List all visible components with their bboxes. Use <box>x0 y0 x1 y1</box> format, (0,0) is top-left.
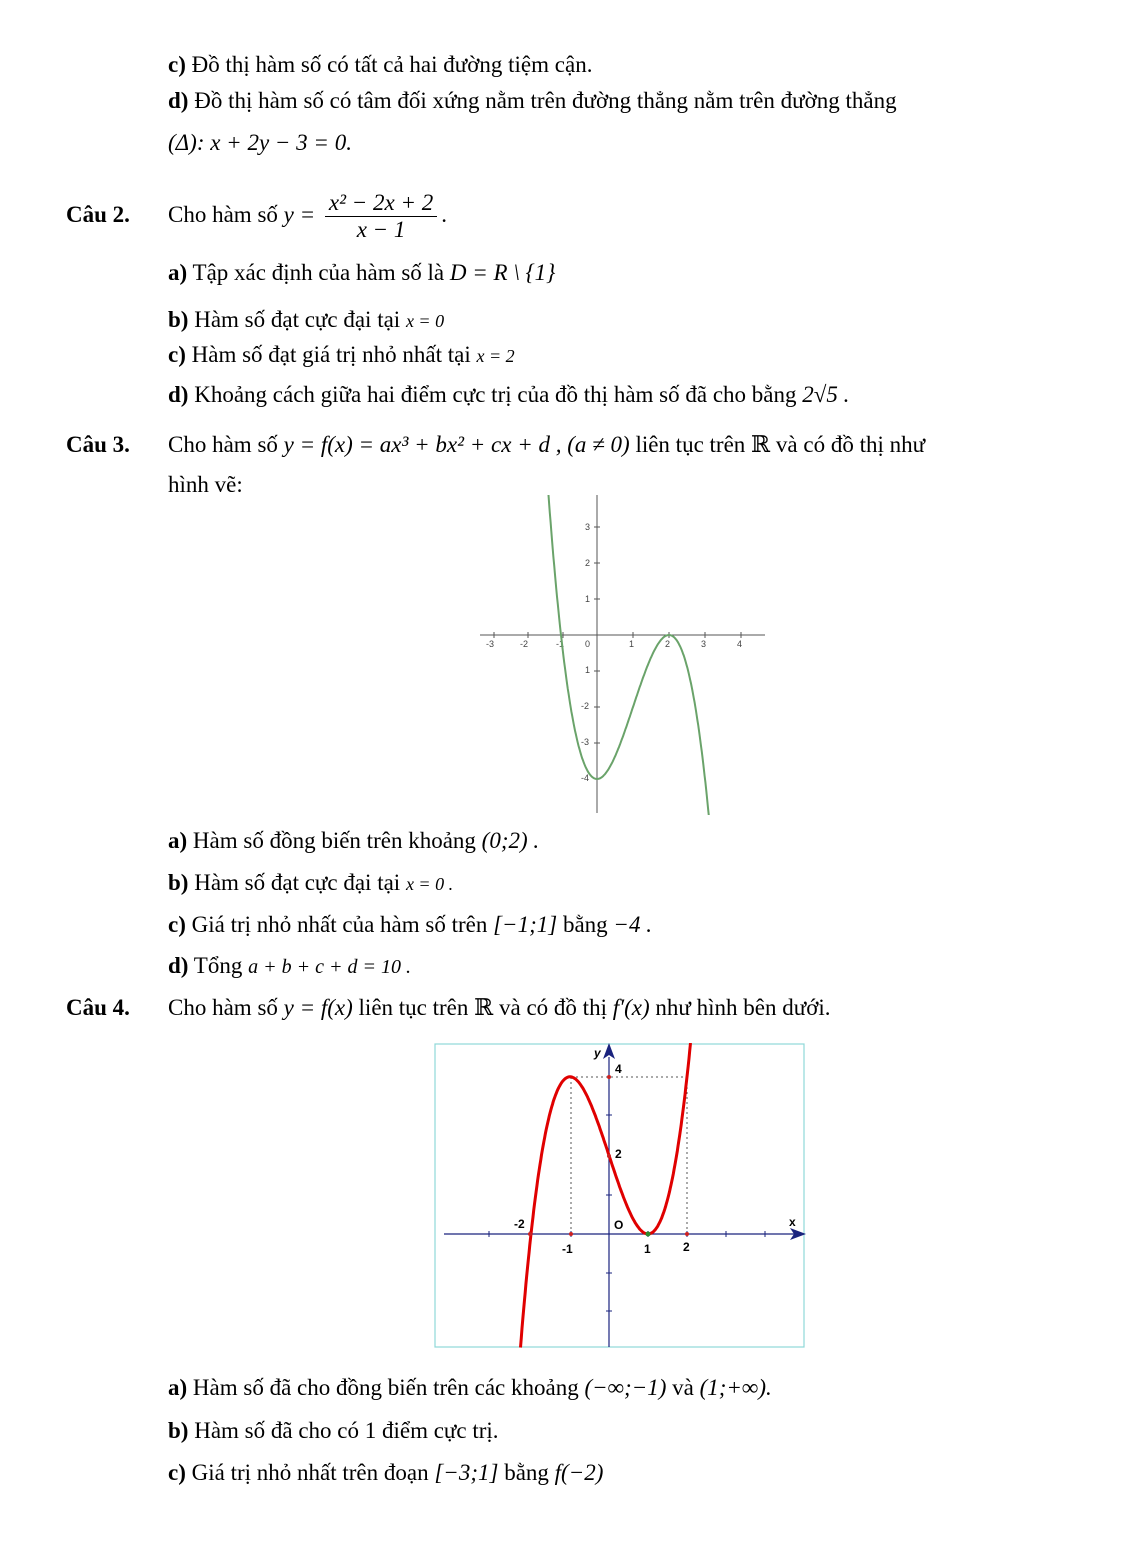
q3-x-tick: -2 <box>520 639 529 649</box>
item-text: Tổng <box>193 953 243 978</box>
item-label: c) <box>168 1460 186 1485</box>
q1-item-d <box>168 86 897 116</box>
q2-fraction <box>325 190 437 243</box>
q3-item-b <box>168 868 453 899</box>
item-label: d) <box>168 382 189 407</box>
q2-label: Câu 2. <box>66 202 130 227</box>
q3-x-tick: 3 <box>701 639 707 649</box>
q3-function: y = f(x) = ax³ + bx² + cx + d , (a ≠ 0) <box>283 432 630 457</box>
q2-intro-text: Cho hàm số <box>168 202 278 227</box>
q2-fn-end: . <box>441 202 447 227</box>
item-label: a) <box>168 260 188 285</box>
q4-derivative: f′(x) <box>612 995 650 1020</box>
item-math: (−∞;−1) <box>584 1375 667 1400</box>
item-label: d) <box>168 953 189 978</box>
q3-y-tick: 3 <box>585 522 591 532</box>
q3-x-tick: -3 <box>486 639 495 649</box>
q1-item-d-math: (Δ): x + 2y − 3 = 0. <box>168 130 352 155</box>
item-label: b) <box>168 1418 189 1443</box>
item-text: Hàm số đạt giá trị nhỏ nhất tại <box>191 342 471 367</box>
q4-label: Câu 4. <box>66 995 130 1020</box>
item-text-2: và <box>672 1375 694 1400</box>
item-text-2: bằng <box>562 912 608 937</box>
q2-intro <box>168 182 447 248</box>
item-math-2: −4 . <box>613 912 652 937</box>
q4-intro-text-2: liên tục trên ℝ và có đồ thị <box>358 995 607 1020</box>
item-text-2: bằng <box>504 1460 549 1485</box>
item-text: Hàm số đạt cực đại tại <box>194 307 401 332</box>
q3-cubic-curve <box>548 495 711 815</box>
item-math: x = 2 <box>476 346 515 366</box>
q1-item-c <box>168 50 592 80</box>
item-math: [−3;1] <box>434 1460 499 1485</box>
q4-point-x1 <box>646 1232 651 1237</box>
q2-fraction-denominator: x − 1 <box>356 217 406 243</box>
q3-y-tick: -4 <box>581 773 590 783</box>
q3-cubic-graph <box>480 495 770 815</box>
item-math: (0;2) . <box>481 828 540 853</box>
q2-item-a <box>168 258 555 288</box>
item-math: x = 0 . <box>405 874 454 894</box>
q4-origin-label: O <box>614 1218 624 1232</box>
q4-intro-text-3: như hình bên dưới. <box>655 995 831 1020</box>
q4-item-b <box>168 1416 499 1446</box>
item-math-2: (1;+∞). <box>699 1375 772 1400</box>
q3-label: Câu 3. <box>66 432 130 457</box>
q2-item-c <box>168 340 515 371</box>
item-label: b) <box>168 870 189 895</box>
q3-y-tick: 1 <box>585 594 591 604</box>
q3-x-tick: 0 <box>585 639 591 649</box>
q3-x-tick: 2 <box>665 639 671 649</box>
item-label: d) <box>168 88 189 113</box>
item-label: c) <box>168 342 186 367</box>
item-text: Tập xác định của hàm số là <box>192 260 445 285</box>
q4-x-axis-label: x <box>789 1215 796 1229</box>
q4-point-y2 <box>607 1154 611 1158</box>
q4-y-label-2: 2 <box>615 1147 622 1161</box>
item-label: a) <box>168 1375 188 1400</box>
item-text: Hàm số đã cho đồng biến trên các khoảng <box>192 1375 579 1400</box>
q2-item-b <box>168 305 444 336</box>
q4-derivative-graph <box>434 1043 806 1349</box>
q3-y-tick: -3 <box>581 737 590 747</box>
item-label: b) <box>168 307 189 332</box>
item-math: x = 0 <box>405 311 445 331</box>
q3-item-a <box>168 826 539 856</box>
item-label: c) <box>168 912 186 937</box>
q4-item-a <box>168 1373 772 1403</box>
q3-y-tick: -2 <box>581 701 590 711</box>
item-text: Hàm số đã cho có 1 điểm cực trị. <box>194 1418 499 1443</box>
q3-x-tick: 1 <box>629 639 635 649</box>
q4-x-label-minus2: -2 <box>514 1217 525 1231</box>
item-label: c) <box>168 52 186 77</box>
item-text: Hàm số đồng biến trên khoảng <box>192 828 476 853</box>
item-text: Khoảng cách giữa hai điểm cực trị của đồ thị hàm số đã cho bằng <box>194 382 797 407</box>
item-text: Giá trị nhỏ nhất trên đoạn <box>191 1460 429 1485</box>
q3-intro-text: Cho hàm số <box>168 432 278 457</box>
q4-graph-frame <box>435 1044 804 1347</box>
q4-point-x2 <box>685 1232 689 1236</box>
item-text: Giá trị nhỏ nhất của hàm số trên <box>191 912 488 937</box>
q4-x-label-1: 1 <box>644 1242 651 1256</box>
q4-item-c <box>168 1458 603 1488</box>
q3-intro-text-2: liên tục trên ℝ và có đồ thị như <box>635 432 926 457</box>
q3-intro-line2: hình vẽ: <box>168 472 243 497</box>
item-math: D = R \ {1} <box>449 260 556 285</box>
q3-item-d <box>168 951 411 982</box>
q4-function: y = f(x) <box>283 995 353 1020</box>
item-math: [−1;1] <box>493 912 558 937</box>
q4-y-label-4: 4 <box>615 1062 622 1076</box>
q4-y-arrow-icon <box>603 1043 615 1059</box>
item-math: 2√5 . <box>802 382 850 407</box>
q4-x-label-minus1: -1 <box>562 1242 573 1256</box>
item-text: Hàm số đạt cực đại tại <box>194 870 401 895</box>
q3-intro <box>168 430 925 460</box>
q4-y-axis-label: y <box>594 1046 601 1060</box>
q2-fraction-numerator: x² − 2x + 2 <box>325 190 437 217</box>
q2-item-d <box>168 380 849 410</box>
q4-intro-text: Cho hàm số <box>168 995 278 1020</box>
q3-item-c <box>168 910 652 940</box>
q3-x-tick: 4 <box>737 639 743 649</box>
q4-point-xm2 <box>528 1232 532 1236</box>
q3-y-tick: 1 <box>585 665 591 675</box>
item-label: a) <box>168 828 188 853</box>
item-math-2: f(−2) <box>554 1460 604 1485</box>
q4-derivative-curve <box>521 1043 691 1348</box>
q4-x-label-2: 2 <box>683 1240 690 1254</box>
q4-point-y4 <box>607 1075 611 1079</box>
q4-point-xm1 <box>569 1232 573 1236</box>
item-text: Đồ thị hàm số có tất cả hai đường tiệm cận. <box>191 52 593 77</box>
q2-fn-lhs: y = <box>283 202 316 227</box>
q4-intro <box>168 993 831 1023</box>
item-math: a + b + c + d = 10 . <box>248 956 411 978</box>
item-text: Đồ thị hàm số có tâm đối xứng nằm trên đường thẳng nằm trên đường thẳng <box>194 88 897 113</box>
q3-y-tick: 2 <box>585 558 591 568</box>
q3-x-tick: -1 <box>556 639 565 649</box>
